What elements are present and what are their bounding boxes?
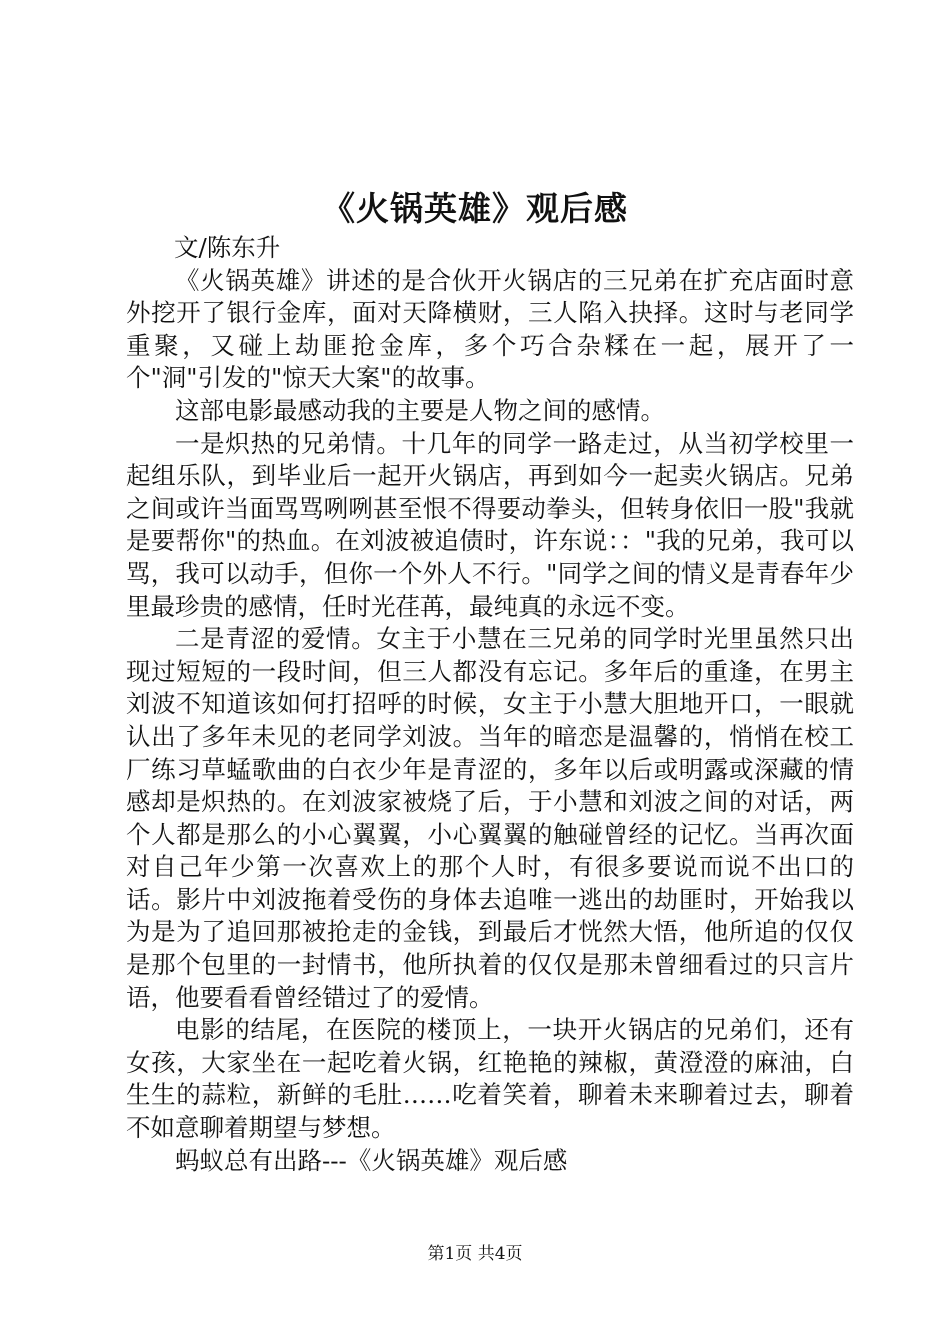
paragraph: 蚂蚁总有出路---《火锅英雄》观后感 bbox=[175, 1145, 568, 1175]
paragraph: 这部电影最感动我的主要是人物之间的感情。 bbox=[175, 395, 665, 425]
paragraph: 一是炽热的兄弟情。十几年的同学一路走过，从当初学校里一起组乐队，到毕业后一起开火锅店，再到如今一起卖火锅店。兄弟之间或许当面骂骂咧咧甚至恨不得要动拳头，但转身依旧一股"我就是要帮你"的热血。在刘波被追债时，许东说：："我的兄弟，我可以骂，我可以动手，但你一个外人不行。"同学之间的情义是青春年少里最珍贵的感情，任时光荏苒，最纯真的永远不变。 bbox=[126, 428, 854, 621]
document-title: 《火锅英雄》观后感 bbox=[322, 189, 628, 228]
page-footer: 第1页 共4页 bbox=[427, 1244, 523, 1264]
author-line: 文/陈东升 bbox=[174, 233, 281, 262]
document-body bbox=[126, 232, 854, 1177]
paragraph: 《火锅英雄》讲述的是合伙开火锅店的三兄弟在扩充店面时意外挖开了银行金库，面对天降横财，三人陷入抉择。这时与老同学重聚，又碰上劫匪抢金库，多个巧合杂糅在一起，展开了一个"洞"引发的"惊天大案"的故事。 bbox=[126, 265, 854, 393]
paragraph: 二是青涩的爱情。女主于小慧在三兄弟的同学时光里虽然只出现过短短的一段时间，但三人都没有忘记。多年后的重逢，在男主刘波不知道该如何打招呼的时候，女主于小慧大胆地开口，一眼就认出了多年未见的老同学刘波。当年的暗恋是温馨的，悄悄在校工厂练习草蜢歌曲的白衣少年是青涩的，多年以后或明露或深藏的情感却是炽热的。在刘波家被烧了后，于小慧和刘波之间的对话，两个人都是那么的小心翼翼，小心翼翼的触碰曾经的记忆。当再次面对自己年少第一次喜欢上的那个人时，有很多要说而说不出口的话。影片中刘波拖着受伤的身体去追唯一逃出的劫匪时，开始我以为是为了追回那被抢走的金钱，到最后才恍然大悟，他所追的仅仅是那个包里的一封情书，他所执着的仅仅是那未曾细看过的只言片语，他要看看曾经错过了的爱情。 bbox=[126, 624, 854, 1012]
paragraph: 电影的结尾，在医院的楼顶上，一块开火锅店的兄弟们，还有女孩，大家坐在一起吃着火锅，红艳艳的辣椒，黄澄澄的麻油，白生生的蒜粒，新鲜的毛肚……吃着笑着，聊着未来聊着过去，聊着不如意聊着期望与梦想。 bbox=[126, 1015, 854, 1143]
